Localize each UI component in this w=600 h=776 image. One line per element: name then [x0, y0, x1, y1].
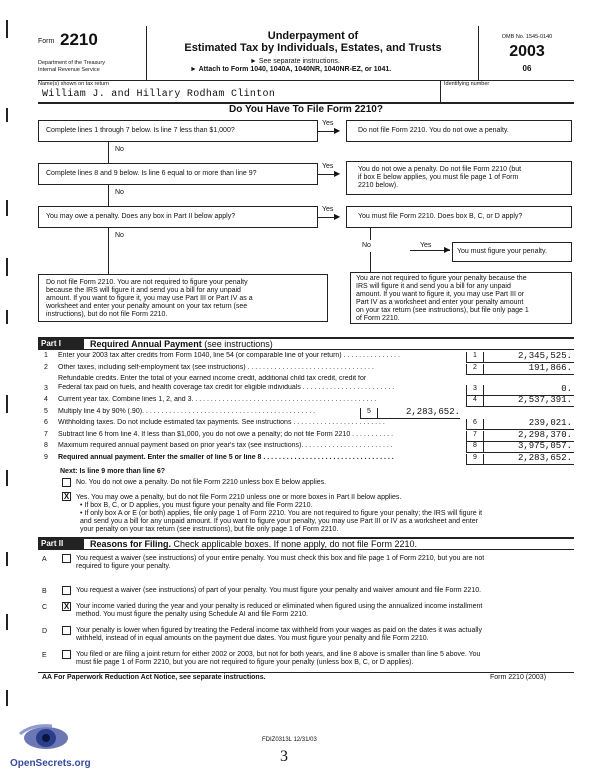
line-box-number: 3 — [466, 385, 484, 395]
reason-d-checkbox[interactable] — [62, 626, 71, 635]
line-number: 9 — [44, 453, 48, 461]
form-number: 2210 — [60, 30, 98, 49]
reason-text: You request a waiver (see instructions) of part of your penalty. You must figure your penalty and waiver amount and file Form 2210. — [76, 587, 482, 594]
line-text: Subtract line 6 from line 4. If less than $1,000, you do not owe a penalty; do not file Form 2210 . . . . . . . . . . . — [58, 430, 394, 438]
q2-yes-result-c: 2210 below). — [358, 182, 399, 189]
line-value[interactable]: 3,975,057. — [517, 441, 572, 451]
left-result-2: because the IRS will figure it and send you a bill for any unpaid — [46, 287, 241, 294]
part2-title: Reasons for Filing. Check applicable boxes. If none apply, do not file Form 2210. — [90, 539, 418, 549]
reason-letter: C — [42, 604, 48, 611]
line-text: Multiply line 4 by 90% (.90). . . . . . . . . . . . . . . . . . . . . . . . . . . . . . . . . . . . . . . . . . . . . — [58, 407, 316, 415]
line-value[interactable]: 239,021. — [528, 418, 572, 428]
reason-text: Your income varied during the year and your penalty is reduced or eliminated when figured using the annualized income installment — [76, 603, 483, 610]
right-result-4: Part IV as a worksheet and enter your penalty amount — [356, 299, 524, 306]
part1-line-6 — [38, 419, 574, 429]
line-number: 1 — [44, 352, 48, 359]
no-checkbox[interactable] — [62, 478, 71, 487]
line-value[interactable]: 191,866. — [528, 362, 572, 373]
q2-yes-result-b: if box E below applies, you must file page 1 of Form — [358, 174, 519, 181]
omb-number: OMB No. 1545-0140 — [501, 34, 553, 40]
line-value[interactable]: 2,537,391. — [517, 395, 572, 405]
flow-heading: Do You Have To File Form 2210? — [229, 104, 383, 115]
part1-line-2 — [38, 364, 574, 374]
left-result-1: Do not file Form 2210. You are not required to figure your penalty — [46, 279, 248, 286]
q4-yes-result: You must figure your penalty. — [457, 248, 547, 255]
eye-logo-icon — [12, 720, 76, 760]
sequence-number: 06 — [522, 64, 532, 73]
irs-label: Internal Revenue Service — [38, 67, 100, 73]
tax-year: 2003 — [509, 43, 545, 60]
margin-mark — [6, 200, 8, 216]
line-value[interactable]: 0. — [561, 384, 572, 394]
q3-yes-label: Yes — [322, 206, 334, 213]
names-label: Name(s) shown on tax return — [38, 81, 109, 87]
line-box-number: 9 — [466, 454, 484, 464]
part1-line-7 — [38, 431, 574, 441]
dept-label: Department of the Treasury — [38, 60, 105, 66]
line-text: Current year tax. Combine lines 1, 2, and 3. . . . . . . . . . . . . . . . . . . . . . . . . . . . . . . . . . . . . . . . . . . . . . . . — [58, 396, 377, 403]
line-text: Maximum required annual payment based on prior year's tax (see instructions). . . . . . . . . . . . . . . . . . . . . . . . — [58, 442, 393, 449]
form-label: Form — [38, 38, 55, 45]
taxpayer-name: William J. and Hillary Rodham Clinton — [42, 89, 276, 100]
right-result-6: of Form 2210. — [356, 315, 400, 322]
line-text: Refundable credits. Enter the total of your earned income credit, additional child tax credit, credit for — [58, 375, 367, 382]
reason-text: Your penalty is lower when figured by treating the Federal income tax withheld from your wages as paid on the dates it was actually — [76, 627, 482, 634]
line-value[interactable]: 2,298,370. — [517, 429, 572, 440]
part1-tag: Part I — [38, 338, 84, 349]
line-number: 4 — [44, 396, 48, 403]
arrow-right-icon: ▶ — [444, 245, 451, 254]
right-result-3: amount. If you want to figure it, you may use Part III or — [356, 291, 525, 298]
q1-no-label: No — [115, 146, 124, 153]
right-result-1: You are not required to figure your penalty because the — [356, 275, 527, 282]
arrow-right-icon: ▶ — [334, 169, 341, 178]
form-reference: Form 2210 (2003) — [490, 674, 547, 681]
form-title: Estimated Tax by Individuals, Estates, and Trusts — [184, 42, 442, 54]
question-1: Complete lines 1 through 7 below. Is line 7 less than $1,000? — [46, 127, 235, 134]
left-result-3: amount. If you want to figure it, you may use Part III or Part IV as a — [46, 295, 253, 302]
arrow-right-icon: ▶ — [334, 126, 341, 135]
q2-yes-result-a: You do not owe a penalty. Do not file Form 2210 (but — [358, 166, 522, 173]
margin-mark — [6, 552, 8, 566]
reason-e-checkbox[interactable] — [62, 650, 71, 659]
identifying-number-label: Identifying number — [444, 81, 490, 87]
question-3: You may owe a penalty. Does any box in Part II below apply? — [46, 213, 236, 220]
reason-text-continued: must file page 1 of Form 2210, but you are not required to figure your penalty (unless box B, C, or D applies). — [76, 659, 414, 666]
attach-note: ► Attach to Form 1040, 1040A, 1040NR, 1040NR-EZ, or 1041. — [190, 66, 392, 73]
reason-text: You request a waiver (see instructions) of your entire penalty. You must check this box and file page 1 of Form 2210, but you are not — [76, 555, 485, 562]
yes-bullet-3: and send you a bill for any unpaid amount. If you want to figure your penalty, you may use Part III or IV as a worksheet and enter — [80, 518, 478, 525]
line-box-number: 7 — [466, 431, 484, 441]
question-2: Complete lines 8 and 9 below. Is line 6 equal to or more than line 9? — [46, 170, 257, 177]
reason-b-checkbox[interactable] — [62, 586, 71, 595]
line-number: 3 — [44, 385, 48, 392]
q3-no-label: No — [115, 232, 124, 239]
q4-yes-label: Yes — [420, 242, 432, 249]
line-text: Withholding taxes. Do not include estimated tax payments. See instructions . . . . . . . . . . . . . . . . . . . . . . . . — [58, 419, 385, 426]
yes-bullet-4: your penalty on your tax return (see instructions), but file only page 1 of Form 2210. — [80, 526, 339, 533]
reason-letter: D — [42, 628, 48, 635]
part1-line-9 — [38, 454, 574, 464]
part1-next: Next: Is line 9 more than line 6? — [60, 468, 166, 475]
left-result-5: instructions), but do not file Form 2210. — [46, 311, 168, 318]
line-number: 5 — [44, 407, 48, 415]
line-text: Other taxes, including self-employment tax (see instructions) . . . . . . . . . . . . . . . . . . . . . . . . . . . . . . . . . — [58, 363, 374, 371]
q2-no-label: No — [115, 189, 124, 196]
part1-line-5 — [38, 408, 574, 418]
q4-no-label: No — [362, 242, 371, 249]
line-number: 7 — [44, 430, 48, 438]
part1-line-3 — [38, 375, 574, 395]
yes-option-text: Yes. You may owe a penalty, but do not file Form 2210 unless one or more boxes in Part II below applies. — [76, 494, 402, 501]
margin-mark — [6, 614, 8, 630]
yes-bullet-2: • If only box A or E (or both) applies, file only page 1 of Form 2210. You are not required to figure your penalty; the IRS will figure it — [80, 510, 483, 517]
line-number: 2 — [44, 363, 48, 371]
arrow-right-icon: ▶ — [334, 212, 341, 221]
line-number: 6 — [44, 419, 48, 426]
part1-title: Required Annual Payment (see instructions) — [90, 339, 273, 349]
line-box-number: 8 — [466, 442, 484, 452]
q1-yes-result: Do not file Form 2210. You do not owe a penalty. — [358, 127, 509, 134]
reason-text-continued: withheld, instead of in equal amounts on the payment due dates. You must figure your penalty and file Form 2210. — [76, 635, 429, 642]
line-box-number: 4 — [466, 396, 484, 406]
yes-bullet-1: • If box B, C, or D applies, you must figure your penalty and file Form 2210. — [80, 502, 313, 509]
line-value[interactable]: 2,283,652. — [405, 406, 460, 417]
right-result-5: on your tax return (see instructions), but file only page 1 — [356, 307, 529, 314]
reason-text-continued: method. You must figure the penalty using Schedule AI and file Form 2210. — [76, 611, 308, 618]
line-value[interactable]: 2,283,652. — [517, 452, 572, 463]
margin-mark — [6, 258, 8, 276]
part1-line-4 — [38, 396, 574, 406]
line-box-number: 6 — [466, 419, 484, 429]
part1-line-8 — [38, 442, 574, 452]
q3-yes-result: You must file Form 2210. Does box B, C, or D apply? — [358, 213, 523, 220]
no-option-text: No. You do not owe a penalty. Do not file Form 2210 unless box E below applies. — [76, 479, 327, 486]
yes-checkbox[interactable]: X — [63, 492, 70, 501]
part2-tag: Part II — [38, 538, 84, 549]
line-number: 8 — [44, 442, 48, 449]
right-result-2: IRS will figure it and send you a bill for any unpaid — [356, 283, 511, 290]
line-box-number: 5 — [360, 408, 378, 418]
form-code: FDIZ0313L 12/31/03 — [262, 737, 317, 743]
line-box-number: 2 — [466, 364, 484, 374]
line-box-number: 1 — [466, 352, 484, 362]
reason-text-continued: required to figure your penalty. — [76, 563, 171, 570]
margin-mark — [6, 310, 8, 324]
reason-c-checkbox[interactable]: X — [63, 602, 70, 611]
reason-letter: A — [42, 556, 47, 563]
margin-mark — [6, 108, 8, 122]
line-text: Required annual payment. Enter the smaller of line 5 or line 8 . . . . . . . . . . . . . . . . . . . . . . . . . . . . . . . . . . — [58, 453, 394, 461]
margin-mark — [6, 20, 8, 38]
reason-text: You filed or are filing a joint return for either 2002 or 2003, but not for both years, and line 8 above is smaller than line 5 above. You — [76, 651, 481, 658]
page-number: 3 — [280, 748, 288, 765]
reason-a-checkbox[interactable] — [62, 554, 71, 563]
opensecrets-logo — [12, 720, 76, 760]
q1-yes-label: Yes — [322, 120, 334, 127]
q2-yes-label: Yes — [322, 163, 334, 170]
margin-mark — [6, 395, 8, 413]
title-line1: Underpayment of — [267, 30, 359, 42]
line-value[interactable]: 2,345,525. — [517, 351, 572, 361]
margin-mark — [6, 690, 8, 706]
watermark-text: OpenSecrets.org — [10, 758, 91, 769]
see-instructions: ► See separate instructions. — [250, 58, 340, 65]
margin-mark — [6, 470, 8, 486]
part1-line-1 — [38, 352, 574, 362]
left-result-4: worksheet and enter your penalty amount on your tax return (see — [46, 303, 248, 310]
paperwork-notice: AA For Paperwork Reduction Act Notice, see separate instructions. — [42, 674, 266, 681]
reason-letter: E — [42, 652, 47, 659]
line-text-continued: Federal tax paid on fuels, and health coverage tax credit for eligible individuals . . . . . . . . . . . . . . . . . . . . . . . . — [58, 384, 395, 391]
line-text: Enter your 2003 tax after credits from Form 1040, line 54 (or comparable line of your return) . . . . . . . . . . . . . . . — [58, 352, 400, 359]
reason-letter: B — [42, 588, 47, 595]
